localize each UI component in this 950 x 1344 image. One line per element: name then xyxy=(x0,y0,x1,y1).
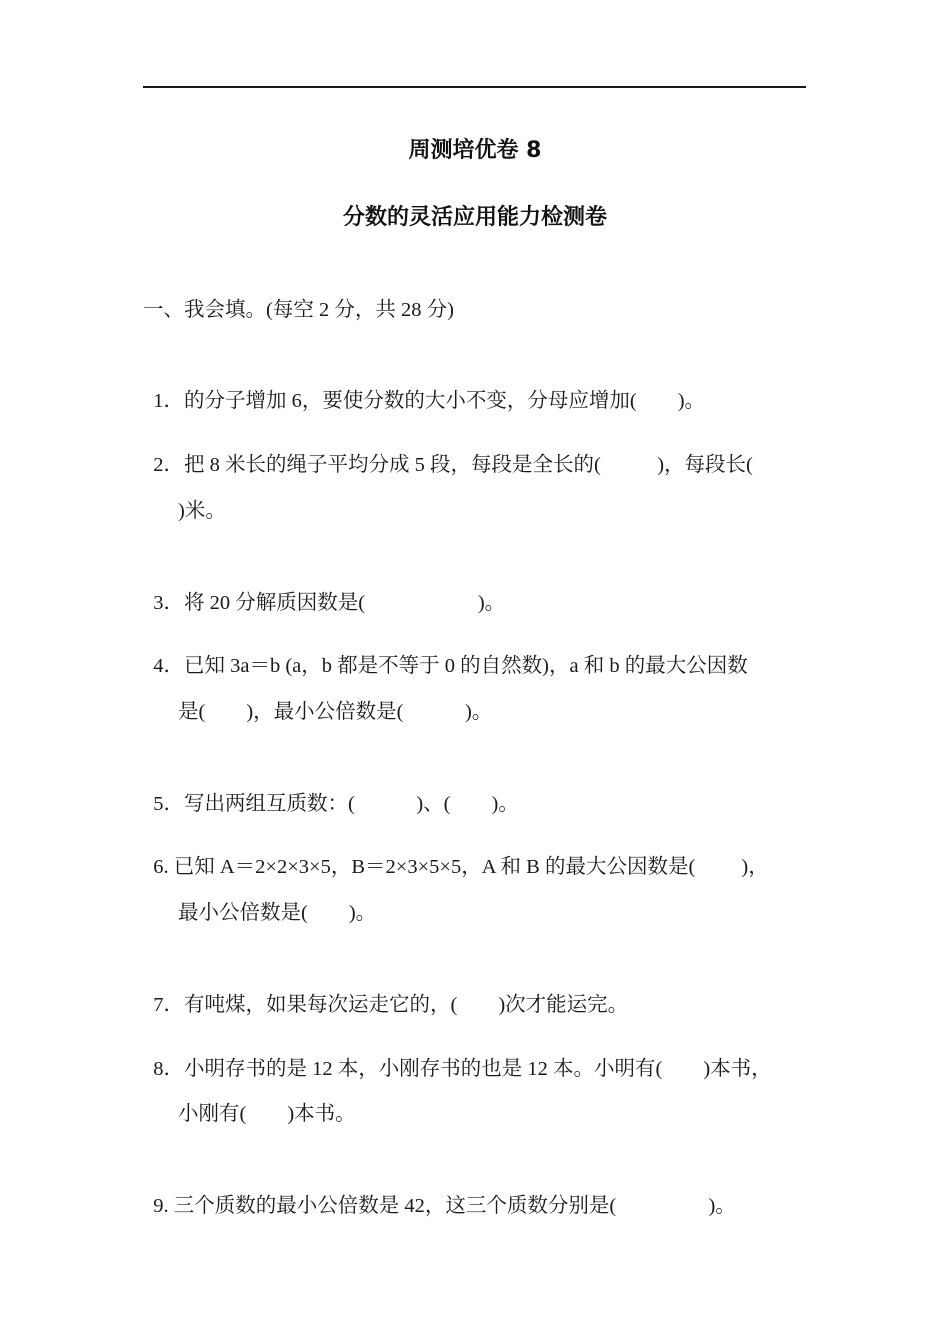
question-number: 9. xyxy=(153,1195,174,1217)
question-number: 4． xyxy=(153,655,184,677)
question-number: 7． xyxy=(153,994,184,1016)
header-rule xyxy=(143,86,806,88)
question-2-continued: )米。 xyxy=(178,500,226,522)
question-text: 有吨煤，如果每次运走它的，( )次才能运完。 xyxy=(184,994,629,1016)
question-number: 8． xyxy=(153,1058,184,1080)
question-2 xyxy=(143,423,753,479)
section-heading: 一、我会填。(每空 2 分，共 28 分) xyxy=(143,299,454,321)
question-number: 1． xyxy=(153,390,184,412)
question-text: 把 8 米长的绳子平均分成 5 段，每段是全长的( )，每段长( xyxy=(184,454,753,476)
question-7 xyxy=(143,963,628,1019)
question-number: 6. xyxy=(153,856,174,878)
question-text: 已知 3a＝b (a，b 都是不等于 0 的自然数)，a 和 b 的最大公因数 xyxy=(184,655,748,677)
page-subtitle: 分数的灵活应用能力检测卷 xyxy=(342,205,607,230)
question-6 xyxy=(143,825,769,881)
question-text: 已知 A＝2×2×3×5，B＝2×3×5×5，A 和 B 的最大公因数是( )， xyxy=(173,856,769,878)
question-number: 5． xyxy=(153,793,184,815)
question-text: 三个质数的最小公倍数是 42，这三个质数分别是( )。 xyxy=(173,1195,736,1217)
question-1 xyxy=(143,359,705,415)
question-number: 2． xyxy=(153,454,184,476)
question-text: 小明存书的是 12 本，小刚存书的也是 12 本。小明有( )本书， xyxy=(184,1058,772,1080)
question-text: 的分子增加 6，要使分数的大小不变，分母应增加( )。 xyxy=(184,390,706,412)
page-title: 周测培优卷 8 xyxy=(408,138,542,163)
question-4 xyxy=(143,624,748,680)
question-number: 3． xyxy=(153,592,184,614)
question-5 xyxy=(143,762,519,818)
question-8 xyxy=(143,1027,772,1083)
question-9 xyxy=(143,1164,736,1220)
question-8-continued: 小刚有( )本书。 xyxy=(178,1103,356,1125)
question-3 xyxy=(143,561,505,617)
question-text: 写出两组互质数：( )、( )。 xyxy=(184,793,519,815)
question-text: 将 20 分解质因数是( )。 xyxy=(184,592,506,614)
question-4-continued: 是( )，最小公倍数是( )。 xyxy=(178,701,493,723)
question-6-continued: 最小公倍数是( )。 xyxy=(178,902,377,924)
